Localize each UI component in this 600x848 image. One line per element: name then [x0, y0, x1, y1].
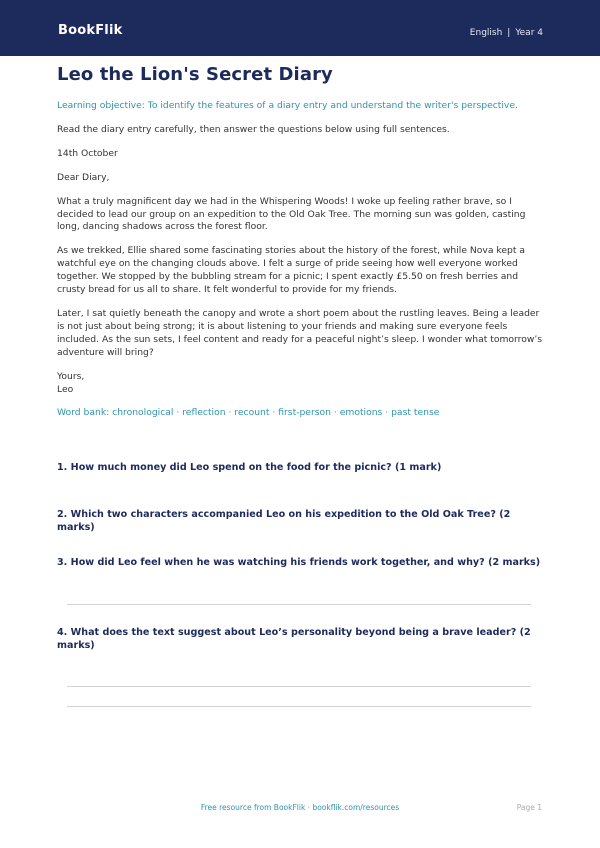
answer-line[interactable] — [67, 706, 531, 707]
footer-credit[interactable]: Free resource from BookFlik · bookflik.com/resources — [200, 803, 400, 812]
header-meta — [470, 28, 543, 38]
diary-greeting: Dear Diary, — [57, 171, 110, 183]
diary-paragraph: Later, I sat quietly beneath the canopy and wrote a short poem about the rustling leaves. Being a leader is not just about being strong; it is about listening to your friends and making sure everyone feels included. As the sun sets, I feel content and ready for a peaceful night’s sleep. I wonder what tomorrow’s adventure will bring? — [57, 307, 543, 358]
question-3: 3. How did Leo feel when he was watching his friends work together, and why? (2 marks) — [57, 557, 541, 568]
word-bank: Word bank: chronological · reflection · recount · first-person · emotions · past tense — [57, 407, 440, 419]
learning-objective: Learning objective: To identify the features of a diary entry and understand the writer's perspective. — [57, 100, 518, 111]
question-2: 2. Which two characters accompanied Leo on his expedition to the Old Oak Tree? (2 marks) — [57, 509, 511, 533]
header-bar — [0, 0, 600, 56]
diary-date: 14th October — [57, 147, 118, 159]
diary-signature: Leo — [57, 383, 74, 395]
subject-label: English — [469, 28, 503, 38]
page-number: Page 1 — [516, 803, 542, 812]
year-label: Year 4 — [515, 28, 543, 38]
diary-paragraph: As we trekked, Ellie shared some fascinating stories about the history of the forest, while Nova kept a watchful eye on the changing clouds above. I felt a surge of pride seeing how well everyone worked together. We stopped by the bubbling stream for a picnic; I spent exactly £5.50 on fresh berries and crusty bread for us all to share. It felt wonderful to provide for my friends. — [57, 245, 526, 296]
instruction-text: Read the diary entry carefully, then answer the questions below using full sentences. — [57, 123, 450, 135]
question-4: 4. What does the text suggest about Leo’s personality beyond being a brave leader? (2 marks) — [57, 627, 531, 651]
answer-line[interactable] — [67, 686, 531, 687]
question-1: 1. How much money did Leo spend on the food for the picnic? (1 mark) — [57, 462, 442, 473]
page-title: Leo the Lion's Secret Diary — [57, 64, 333, 85]
brand-logo[interactable]: BookFlik — [58, 23, 123, 38]
header-separator: | — [507, 28, 511, 38]
worksheet-content — [57, 100, 543, 431]
diary-signoff: Yours, — [57, 370, 85, 382]
diary-paragraph: What a truly magnificent day we had in the Whispering Woods! I woke up feeling rather brave, so I decided to lead our group on an expedition to the Old Oak Tree. The morning sun was golden, casting long, dancing shadows across the forest floor. — [57, 195, 526, 233]
answer-line[interactable] — [67, 604, 531, 605]
diary-signoff-block — [57, 371, 543, 397]
